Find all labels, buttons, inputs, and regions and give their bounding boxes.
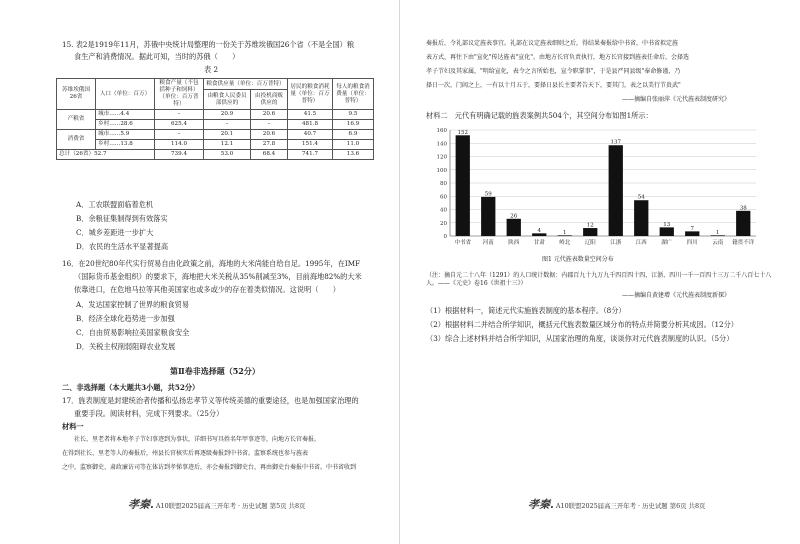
th-resident: 居民的粮食消耗量（单位：百万普特） [288,79,333,110]
q16-stem-line3: 依靠进口，在危地马拉等其他美国家也或多或少的存在着类似情况。这说明（ ） [74,285,340,294]
q15-option-c[interactable]: C．城乡差距进一步扩大 [76,228,154,237]
material1-cont-line3: 孝子节妇及其家属，"明给宣化，表令之言所始也，宣令职掌事"，于是县严同县级"奉命修谨，乃 [426,68,681,75]
y-tick-label: 80 [440,181,447,187]
x-tick-label: 湖广 [661,240,673,246]
task-2: （2）根据材料二并结合所学知识，概括元代旌表数量区域分布的特点并简要分析其成因。（12分） [426,320,738,329]
grain-table [56,78,374,160]
material1-cont-line2: 表方式，再往下由"宣化"传达旌表"宣化"。由地方长官负责执行，地方长官接到旌表任命后，会择选 [426,54,690,61]
brand-logo: 孝秦. [128,498,154,511]
cell: 20.1 [204,130,251,140]
footer-text: A10联盟2025届高三开年考 · 历史试题 第5页 共8页 [155,502,306,510]
cell: 6.9 [333,130,374,140]
bar [507,219,521,236]
cell: 乡村……28.6 [96,120,155,130]
material1-line1: 社长、里老者将本地孝子节妇事迹到为事状，详细书写具姓名年甲事迹等，向地方长官奏报。 [74,436,321,443]
bar-value-label: 12 [586,222,594,229]
row-group: 产粮省 [57,110,96,130]
x-tick-label: 岭北 [559,240,571,246]
cell: 151.4 [288,140,333,150]
cell: 68.4 [251,150,288,160]
cell: 乡村……13.8 [96,140,155,150]
bar [609,145,623,236]
th-supply-a: 由粮食人民委员部供应的 [204,90,251,110]
cell: 625.4 [155,120,204,130]
th-population: 人口（单位：百万） [96,79,155,110]
section-subtitle: 二、非选择题（本大题共3小题，共52分） [62,383,200,392]
q17-stem-line2: 重要手段。阅读材料，完成下列要求。（25分） [74,409,224,418]
material1-line2: 在得到社长、里老等人的奏报后，州县长官核实后再逐级奏报到中书省。监察系统也参与旌表 [62,450,309,457]
bar [736,211,750,236]
bar-value-label: 4 [537,227,541,234]
x-tick-label: 河南 [482,240,494,246]
bar-value-label: 13 [663,221,671,228]
cell: 739.4 [155,150,204,160]
material1-title: 材料一 [62,422,84,431]
cell: 114.0 [155,140,204,150]
bar-value-label: 152 [457,129,468,136]
q16-option-a[interactable]: A．发达国家控制了世界的粮食贸易 [76,300,190,309]
cell: – [155,110,204,120]
bar-value-label: 54 [637,194,645,201]
cell: 481.8 [288,120,333,130]
left-footer [128,496,305,512]
table-caption: 表 2 [204,65,219,74]
q16-option-d[interactable]: D．关税主权削弱阻碍农业发展 [76,342,176,351]
y-tick-label: 0 [443,234,447,240]
q15-stem-line1: 15. 表2是1919年11月，苏俄中央统计局整理的一份关于苏维埃俄国26个省（不是全国）粮 [62,40,355,49]
bar [660,227,674,236]
right-footer [528,496,705,512]
x-tick-label: 陕西 [508,240,520,246]
bar [685,231,699,236]
row-group: 消费省 [57,130,96,150]
table-row [57,140,374,150]
table-row [57,110,374,120]
table-row [57,130,374,140]
bar [583,228,597,236]
x-tick-label: 云南 [712,240,724,246]
y-tick-label: 100 [436,167,447,174]
q16-stem-line2: （国际货币基金组织）的要求下，海地把大米关税从35%削减至3%，目前海地82%的大米 [74,272,362,281]
q15-stem-line2: 食生产和消费情况。据此可知，当时的苏俄（ ） [74,52,240,61]
material1-line3: 之中，监察御史、肃政廉访司等在体访到孝悌事迹后，亦会奏报到御史台，再由御史台奏报中书省。中书省收到 [62,464,357,471]
figure-note: （注：摘自元二十八年（1291）的人口统计数据：内郡百九十九万九千四百四十四，江浙、四川一千一百四十三万二千八百七十八人。——《元史》卷16《世祖十三》） [426,272,772,287]
material1-cont-line4: 择日一次，门闾之上，一有以十月五于，要择日县长主要者告天下，要其门，表之以美行节贵武" [426,82,681,89]
footer-text: A10联盟2025届高三开年考 · 历史试题 第6页 共8页 [555,502,706,510]
cell: 40.7 [288,130,333,140]
cell: 27.8 [251,140,288,150]
q17-stem-line1: 17．旌表制度是封建统治者传播和弘扬忠孝节义等传统美德的重要途径，也是加强国家治理的 [62,396,359,405]
task-3: （3）综合上述材料并结合所学知识，从国家治理的角度，谈谈你对元代旌表制度的认识。（5分） [426,334,734,343]
th-production: 粮食产量（不包括种子和饲料）（单位：百万普特） [155,79,204,110]
bar [456,135,470,236]
citation-1: ——摘编自张丽萍《元代旌表制度研究》 [622,96,731,103]
x-tick-label: 江浙 [610,240,622,246]
q15-option-d[interactable]: D．农民的生活水平显著提高 [76,242,169,251]
cell: – [204,120,251,130]
x-tick-label: 甘肃 [533,240,545,246]
bar-value-label: 7 [690,225,694,232]
x-tick-label: 辽阳 [584,240,596,246]
q16-option-b[interactable]: B．经济全球化趋势进一步加强 [76,314,175,323]
cell: 13.6 [333,150,374,160]
section-title: 第Ⅱ卷非选择题（52分） [170,366,260,376]
q15-option-a[interactable]: A．工农联盟面临着危机 [76,200,154,209]
bar [481,197,495,236]
q16-option-c[interactable]: C．自由贸易影响拉美国家粮食安全 [76,328,190,337]
cell: 11.0 [333,140,374,150]
cell: – [155,130,204,140]
th-supply: 粮食供应量（单位：百万普特） [204,79,288,90]
cell: 城市……5.9 [96,130,155,140]
cell: 20.6 [251,130,288,140]
bar-value-label: 1 [716,229,720,236]
y-tick-label: 140 [436,141,447,148]
cell: 20.6 [251,110,288,120]
citation-2: ——摘编自黄建增《元代旌表制度新探》 [622,292,731,299]
y-tick-label: 40 [440,207,447,214]
x-tick-label: 四川 [686,240,698,246]
cell: – [251,120,288,130]
x-tick-label: 江西 [635,240,647,246]
cell: 741.7 [288,150,333,160]
y-tick-label: 120 [436,154,447,161]
table-row [57,120,374,130]
material1-cont-line1: 奏报后，令礼部议定旌表事宜。礼部在议定旌表细则之后，得结果奏报给中书省，中书省拟定旌 [426,40,679,47]
cell: 20.9 [204,110,251,120]
cell: 41.5 [288,110,333,120]
bar-value-label: 137 [610,139,621,146]
bar-value-label: 38 [739,205,747,212]
cell: 16.9 [333,120,374,130]
bar-value-label: 1 [563,229,567,236]
bar [634,200,648,236]
bar-chart [430,124,760,254]
y-tick-label: 160 [436,128,447,134]
cell: 12.1 [204,140,251,150]
brand-logo: 孝秦. [528,498,554,511]
cell: 城市……4.4 [96,110,155,120]
task-1: （1）根据材料一，简述元代实施旌表制度的基本程序。（8分） [426,306,626,315]
bar-value-label: 26 [510,213,518,220]
cell: 53.0 [204,150,251,160]
y-tick-label: 20 [440,220,447,227]
q15-option-b[interactable]: B．余粮征集制得到有效落实 [76,214,168,223]
q16-stem-line1: 16．在20世纪80年代实行贸易自由化政策之前，海地的大米尚能自给自足。1995年，在IMF [62,259,361,268]
th-supply-b: 由投机商贩供应的 [251,90,288,110]
cell: 9.5 [333,110,374,120]
x-tick-label: 中书省 [454,240,472,246]
th-per-capita: 每人的粮食消费量（单位：普特） [333,79,374,110]
figure-caption: 图1 元代旌表数量空间分布 [542,256,614,263]
th-region: 苏维埃俄国26省 [57,79,96,110]
x-tick-label: 籍贯不详 [732,240,755,246]
bar-value-label: 59 [484,191,492,198]
cell: 总计（26省）52.7 [57,150,155,160]
material2-intro: 材料二 元代有明确记载的旌表案例共504个，其空间分布如图1所示： [426,111,653,120]
table-row-total [57,150,374,160]
y-tick-label: 60 [440,194,447,201]
